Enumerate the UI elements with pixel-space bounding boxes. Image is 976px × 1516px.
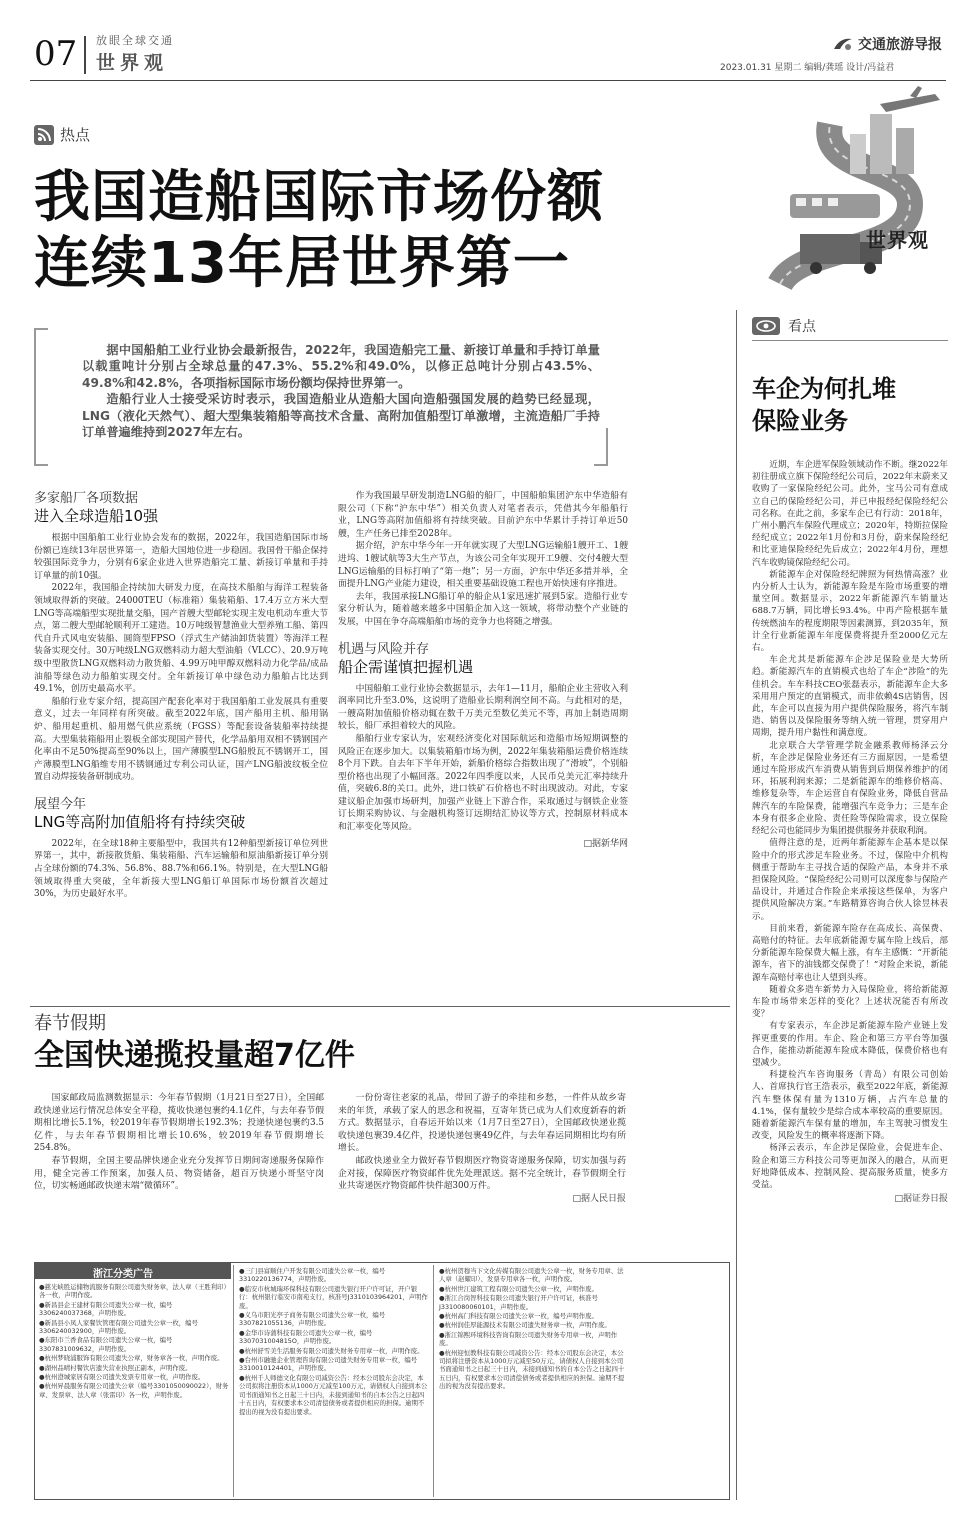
- section1-head: 进入全球造船10强: [34, 507, 159, 525]
- lead-summary-p1: 据中国船舶工业行业协会最新报告，2022年，我国造船完工量、新接订单量和手持订单量以载重吨计分别占全球总量的47.3%、55.2%和49.0%，以修正总吨计分别占43.5%、49.8%和42.8%，各项指标国际市场份额均保持世界第一。: [82, 343, 600, 390]
- section1-kicker: 多家船厂各项数据: [34, 491, 139, 506]
- ad-item: ●杭州世江建筑工程有限公司遗失公章一枚，声明作废。: [439, 1284, 598, 1293]
- ad-item: ●杭州润佳厚能源技术有限公司遗失财务章一枚，声明作废。: [439, 1321, 611, 1330]
- section3-kicker: 机遇与风险并存: [338, 641, 430, 657]
- section2-p2: 作为我国最早研发制造LNG船的船厂，中国船舶集团沪东中华造船有限公司（下称“沪东中华”）相关负责人对笔者表示，凭借其今年船船行业，LNG等高附加值船将有持续突破。目前沪东中华累计手持订单近50艘，生产任务已排至2028年。: [338, 491, 628, 539]
- express-kicker: 春节假期: [34, 1013, 106, 1034]
- lead-headline-line2: 连续13年居世界第一: [34, 231, 570, 296]
- express-p1: 国家邮政局监测数据显示：今年春节假期（1月21日至27日），全国邮政快递业运行情况总体安全平稳，揽收快递包裹约4.1亿件，与去年春节假期相比增长5.1%，较2019年春节假期增长192.3%；投递快递包裹约3.5亿件，与去年春节假期相比增长10.6%，较2019年春节假期增长254.8%。: [34, 1093, 324, 1154]
- section3-body: [338, 683, 628, 834]
- express-headline: 全国快递揽投量超7亿件: [34, 1038, 355, 1073]
- banner-label: 世界观: [866, 228, 929, 252]
- section2-head: LNG等高附加值船将有持续突破: [34, 812, 246, 831]
- section3-p2: 船舶行业专家认为，宏观经济变化对国际航运和造船市场短期调整的风险正在逐步加大。以集装箱船市场为例，2022年集装箱船运费价格连续8个月下跌。自去年下半年开始，新船价格综合指数出现了“滑坡”，个别船型价格也出现了小幅回落。2022年四季度以来，人民币兑美元汇率持续升值，突破6.8的关口。此外，进口铁矿石价格也不时出现波动。对此，专家建议船企加强市场研判，加强产业链上下游合作，采取通过与钢铁企业签订长期采购协议、与金融机构签订远期结汇协议等方式，控制原材料成本和汇率变化等风险。: [338, 733, 628, 833]
- lead-tag: [34, 124, 90, 145]
- lead-source-label: 据新华网: [591, 838, 628, 849]
- express-p3: 一份份寄往老家的礼品，带回了游子的牵挂和乡愁，一件件从故乡寄来的年货，承载了家人的思念和祝福，互寄年货已成为人们欢度新春的新方式。数据显示，自春运开始以来（1月7日至27日），全国邮政快递业揽收快递包裹39.4亿件，投递快递包裹49亿件，与去年春运同期相比均有所增长。: [338, 1093, 626, 1154]
- right-p6: 目前来看，新能源车险存在高成长、高保费、高赔付的特征。去年底新能源专属车险上线后，部分新能源车险保费大幅上涨，有车主感慨：“开新能源车，省下的油钱都交保费了！”对险企来说，新能源车高赔付率也让人望到头疼。: [752, 923, 948, 983]
- summary-bracket: [34, 328, 48, 466]
- lead-summary-p2: 造船行业人士接受采访时表示，我国造船业从造船大国向造船强国发展的趋势已经显现，LNG（液化天然气）、超大型集装箱船等高技术含量、高附加值船型订单激增，主流造船厂手持订单普遍维持到2027年左右。: [82, 392, 600, 440]
- paper-logo: [832, 34, 942, 54]
- section2-kicker: 展望今年: [34, 796, 87, 812]
- ad-item: ●三门县富顺住户开发有限公司遗失公章一枚，编号3310220136774，声明作废。: [239, 1267, 386, 1284]
- lead-headline-line1: 我国造船国际市场份额: [34, 165, 604, 230]
- section2-p1: 2022年，在全球18种主要船型中，我国共有12种船型新接订单位列世界第一，其中，新接散货船、集装箱船、汽车运输船和原油船新接订单分别占全球份额的74.3%、56.8%、88.7%和66.1%。特别是，在大型LNG船领域取得重大突破，全年新接大型LNG船订单国际市场份额首次超过30%，为历史最好水平。: [34, 838, 328, 900]
- paper-name: 交通旅游导报: [858, 37, 942, 53]
- right-p2: 新能源车企对保险经纪牌照为何热情高涨？业内分析人士认为，新能源车险是车险市场重要的增量空间。数据显示，2022年新能源汽车销量达688.7万辆，同比增长93.4%。中再产险根据车量传统燃油车的程度期限等因素测算，到2035年，预计全行业新能源车年度保费将提升至2000亿元左右。: [752, 569, 948, 654]
- lead-summary-box: [34, 328, 608, 466]
- section-title: 世界观: [96, 52, 169, 74]
- right-p7: 随着众多造车新势力入局保险业，将给新能源车险市场带来怎样的变化？上述状况能否有所改变？: [752, 984, 948, 1020]
- ad-item: ●杭州澄城家居有限公司遗失发票专用章一枚，声明作废。: [39, 1373, 205, 1382]
- section1-p2: 2022年，我国船企持续加大研发力度，在高技术船舶与海洋工程装备领域取得新的突破。24000TEU（标准箱）集装箱船、17.4万立方米大型LNG等高端船型实现批量交船，国产首艘大型邮轮实现主发电机动车重大节点，第二艘大型邮轮顺利开工建造。10万吨级智慧渔业大型养殖工船、第四代自升式风电安装船、圆筒型FPSO（浮式生产储油卸货装置）等海洋工程装备实现交付。30万吨级LNG双燃料动力超大型油船（VLCC）、20.9万吨级中型散货LNG双燃料动力散货船、4.99万吨甲醇双燃料动力化学品/成品油船等绿色动力船舶实现交付。全年新接订单中绿色动力船舶占比达到49.1%，创历史最高水平。: [34, 583, 328, 695]
- right-tag-label: 看点: [788, 319, 816, 335]
- section2-body: [34, 838, 328, 901]
- lead-col-middle: [338, 490, 628, 849]
- ad-item: ●浙江锦熙环境科技咨询有限公司遗失财务专用章一枚，声明作废。: [439, 1330, 618, 1348]
- express-article: [34, 1012, 626, 1205]
- right-p8: 有专家表示，车企涉足新能源车险产业链上发挥更重要的作用。车企、险企和第三方平台等加强合作，能推动新能源车险成本降低，保费价格也有望减少。: [752, 1021, 948, 1068]
- ad-item: ●新昌县小凤人家餐饮管理有限公司遗失公章一枚，编号3306240032900，声明作废。: [39, 1318, 198, 1336]
- ad-item: ●杭州千人师德文化有限公司减资公告：经本公司股东会决定，本公司拟将注册资本从1000万元减至100万元，请债权人自接到本公司书面通知书之日起三十日内，未接到通知书的自本公告之日起四十五日内，有权要求本公司清偿债务或者提供相应的担保。逾期不提出的视为没有提出要求。: [239, 1373, 428, 1416]
- express-source: □据人民日报: [572, 1193, 626, 1204]
- right-p3: 车企尤其是新能源车企涉足保险业是大势所趋。新能源汽车的直销模式也给了车企“涉险”的先佳机会。车车科技CEO张磊表示，新能源车企大多采用用户预定的直销模式，而非依赖4S店销售，因此，车企可以直接为用户提供保险服务，将汽车制造、销售以及保险服务等纳入统一管理，贯穿用户周期，提升用户黏性和满意度。: [752, 655, 948, 739]
- section1-p1: 根据中国船舶工业行业协会发布的数据，2022年，我国造船国际市场份额已连续13年居世界第一，造船大国地位进一步稳固。我国骨干船企保持较强国际竞争力，分别有6家企业进入世界造船完工量、新接订单量和手持订单量的前10强。: [34, 533, 328, 581]
- right-headline-line2: 保险业务: [752, 407, 848, 435]
- right-source-label: 据证券日报: [902, 1194, 948, 1205]
- section2-p3: 据介绍，沪东中华今年一开年就实现了大型LNG运输船1艘开工、1艘进坞、1艘试航等3大生产节点，为该公司全年实现开工9艘、交付4艘大型LNG运输船的目标打响了“第一炮”；另一方面，沪东中华还多措并举，全面提升LNG产业能力建设，相关重要基础设施工程也开始快速有序推进。: [338, 541, 628, 590]
- express-p4: 邮政快递业全力做好春节假期医疗物资寄递服务保障，切实加强与药企对接，保障医疗物资邮件优先处理派送。据不完全统计，春节假期全行业共寄递医疗物资邮件快件超300万件。: [338, 1155, 626, 1192]
- rss-icon: [34, 125, 54, 145]
- ad-item: ●东阳市兰香食品有限公司遗失公章一枚，编号3307831009632，声明作废。: [39, 1336, 173, 1353]
- masthead-divider: [84, 36, 86, 74]
- right-article: [752, 316, 948, 1204]
- ad-item: ●浙江合岗智科技有限公司遗失银行开户许可证，核准号J3310080060101，声明作废。: [439, 1294, 598, 1311]
- lead-tag-label: 热点: [60, 126, 91, 144]
- dateline: 2023.01.31 星期二 编辑/龚瑶 设计/冯益君: [720, 63, 895, 73]
- ads-col-rule2: [433, 1265, 434, 1497]
- ad-item: ●临安市杭城瑞环保科技有限公司遗失银行开户许可证，开户银行：杭州银行临安市南苑支行，核准号J3310103964201，声明作废。: [239, 1284, 428, 1310]
- ad-item: ●杭州贺穆当下文化传媒有限公司遗失公章一枚，财务专用章、法人章（赵耀印）、发票专用章各一枚，声明作废。: [439, 1267, 624, 1284]
- right-headline-line1: 车企为何扎堆: [752, 375, 896, 403]
- eye-icon: [752, 317, 780, 335]
- ad-item: ●杭州迎恒教科技有限公司减资公告：经本公司股东会决定，本公司拟将注册资本从1000万元减至50万元，请债权人自接到本公司书面通知书之日起三十日内，未接到通知书的自本公告之日起四十五日内，有权要求本公司清偿债务或者提供相应的担保。逾期不提出的视为没有提出要求。: [439, 1348, 625, 1391]
- lead-source: □据新华网: [583, 838, 628, 849]
- ad-item: ●湖州品晴村餐饮店遗失营业执照正副本，声明作废。: [39, 1363, 192, 1372]
- paper-logo-icon: [832, 35, 854, 53]
- ad-item: ●新昌县企王建材有限公司遗失公章一枚，编号3306240037368，声明作废。: [39, 1300, 173, 1318]
- right-p5: 值得注意的是，近两年新能源车企基本是以保险中介的形式涉足车险业务。不过，保险中介机构侧重于帮助车主寻找合适的保险产品，本身并不承担保险风险。“保险经纪公司则可以深度参与保险产品设计，并通过合作险企来承接这些保单，为客户提供风险解决方案。”车路精算咨询合伙人徐昱林表示。: [752, 838, 948, 922]
- express-source-label: 据人民日报: [580, 1193, 626, 1204]
- right-p10: 杨泽云表示，车企涉足保险业，会促进车企、险企和第三方科技公司等更加深入的融合，从而更好地降低成本、控制风险、提高服务质量，使多方受益。: [752, 1143, 948, 1190]
- ad-item: ●义乌市阳光亭子商务有限公司遗失公章一枚，编号3307821055136，声明作废。: [239, 1311, 386, 1328]
- ads-title: 浙江分类广告: [93, 1269, 153, 1280]
- section3-head: 船企需谨慎把握机遇: [338, 657, 474, 676]
- ads-col-rule1: [233, 1265, 234, 1497]
- express-divider: [30, 1006, 730, 1007]
- right-p9: 科捷检汽车咨询服务（青岛）有限公司创始人、首席执行官王浩表示，截至2022年底，新能源汽车整体保有量为1310万辆，占汽车总量的4.1%，保有量较少是综合成本率较高的重要原因。随着新能源汽车保有量的增加，车主驾驶习惯发生改变，风险发生的概率将逐渐下降。: [752, 1070, 948, 1142]
- section2-p4: 去年，我国承接LNG船订单的船企从1家迅速扩展到5家。造船行业专家分析认为，随着越来越多中国船企加入这一领域，将带动整个产业链的发展，中国在争夺高端船舶市场的竞争力也将随之增强。: [338, 591, 628, 627]
- ad-item: ●杭州昇晨服务有限公司遗失公章（编号3301050090022），财务章、发票章、法人章（张雷印）各一枚，声明作废。: [39, 1382, 229, 1399]
- masthead-rule: [30, 80, 946, 81]
- ad-item: ●杭州梦晓浦服饰有限公司遗失公章，财务章各一枚，声明作废。: [39, 1354, 224, 1363]
- classified-ads: [34, 1262, 730, 1500]
- right-tag: [752, 316, 948, 341]
- express-col2: [338, 1092, 626, 1205]
- section3-p1: 中国船舶工业行业协会数据显示，去年1—11月，船舶企业主营收入利润率同比升至3.0%，这说明了造船业长期利润空间不高。与此相对的是，一艘高附加值船价格动辄在数千万美元至数亿美元不等，再加上制造周期较长，船厂承担着较大的风险。: [338, 683, 628, 732]
- masthead-slogan: 放眼全球交通: [96, 34, 174, 47]
- ads-col2: [239, 1267, 429, 1417]
- section1-body: [34, 532, 328, 784]
- lead-col-left: [34, 490, 328, 901]
- ads-col1: [39, 1283, 229, 1400]
- express-p2: 春节假期，全国主要品牌快递企业充分发挥节日期间寄递服务保障作用，健全完善工作预案，加强人员、物资储备，超百万快递小哥坚守岗位，切实畅通邮政快递末端“微循环”。: [34, 1155, 324, 1192]
- section2-body-cont: [338, 490, 628, 629]
- express-columns: [34, 1092, 626, 1205]
- transport-collage-icon: [760, 84, 950, 304]
- section1-p3: 船舶行业专家介绍，提高国产配套化率对于我国船舶工业发展具有重要意义，过去一年同样有所突破。截至2022年底，国产船用主机、船用锅炉、船用起重机、船用燃气供应系统（FGSS）等配套设备装船率持续提高。大型集装箱船用止裂板全部实现国产替代，化学品船用双相不锈钢国产化率由不足50%提高至90%以上，国产薄膜型LNG船殷瓦不锈钢开工，国产薄膜型LNG船维专用不锈钢通过专利公司认证，国产LNG船波纹板全位置自动焊接装备研制成功。: [34, 696, 328, 783]
- column-separator: [736, 310, 737, 1500]
- lead-summary: [82, 342, 600, 440]
- ads-col3: [439, 1267, 629, 1392]
- express-col1: [34, 1092, 324, 1205]
- right-p1: 近期，车企进军保险领域动作不断。继2022年初往册成立旗下保险经纪公司后，2022年末蔚来又收购了一家保险经纪公司。此外，宝马公司有意成立自己的保险经纪公司，并已申报经纪保险经纪公司名称。在此之前，多家车企已有行动：2018年，广州小鹏汽车保险代理成立；2020年，特斯拉保险经纪成立；2022年1月份和3月份，蔚来保险经纪和比亚迪保险经纪先后成立；2022年4月份，理想汽车收购镜保险经纪公司。: [752, 460, 948, 568]
- right-source: □据证券日报: [894, 1194, 948, 1205]
- ad-item: ●杭州高门科技有限公司遗失公章一枚，编号声明作废。: [439, 1312, 598, 1321]
- page-number: 07: [34, 34, 78, 74]
- right-p4: 北京联合大学管理学院金融系教师杨泽云分析，车企涉足保险业务还有三方面原因，一是希望通过车险形成汽车消费从销售到后期保养维护的闭环，拓展利润来源；二是新能源车的维修价格高、维修复杂等，车企运营自有保险业务，降低自营品牌汽车的车险保费，能增强汽车竞争力；三是车企本身有很多企业险、责任险等保险需求，设立保险经纪公司也能同步为集团提供服务并获取利润。: [752, 740, 948, 837]
- right-body: [752, 459, 948, 1191]
- ad-item: ●台州市融驰企业管理咨询有限公司遗失财务专用章一枚，编号3310010124401，声明作废。: [239, 1356, 418, 1373]
- ad-item: ●金华市诗蒲科技有限公司遗失公章一枚，编号3307031004815O，声明作废。: [239, 1328, 373, 1346]
- ad-item: ●慈光峡胜运储物流服务有限公司遗失财务章，法人章（王胜利印）各一枚，声明作废。: [39, 1283, 227, 1300]
- banner-illustration: [760, 84, 950, 304]
- ad-item: ●杭州舒雪美生活服务有限公司遗失财务专用章一枚，声明作废。: [239, 1346, 424, 1355]
